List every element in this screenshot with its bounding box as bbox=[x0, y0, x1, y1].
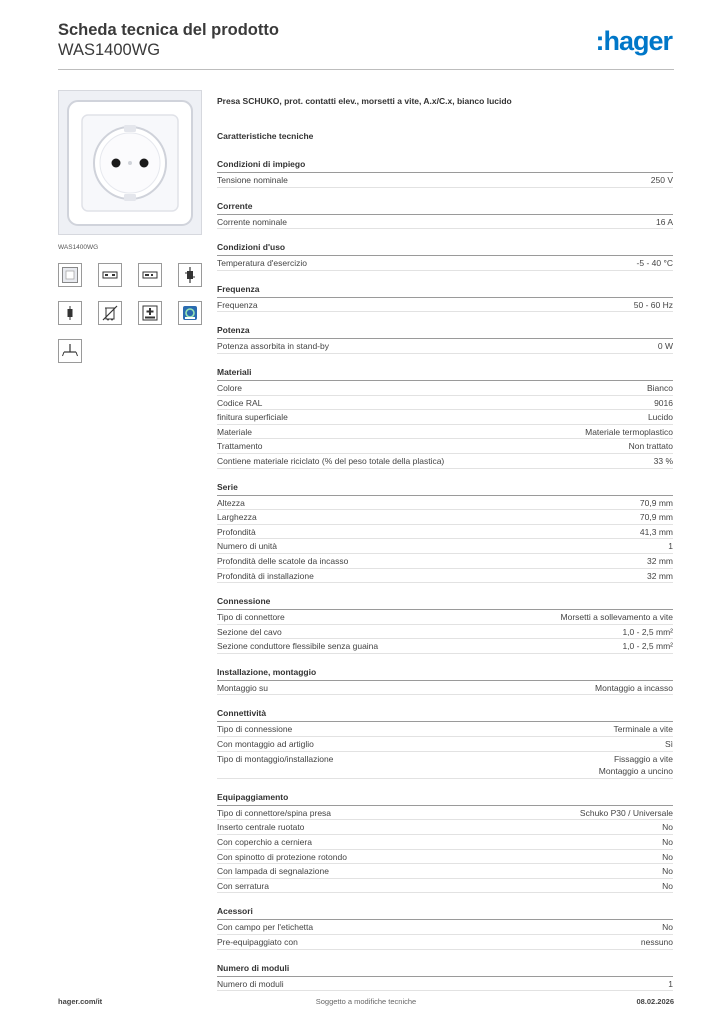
spec-row bbox=[217, 569, 673, 584]
spec-value: 9016 bbox=[654, 397, 673, 408]
footer-disclaimer: Soggetto a modifiche tecniche bbox=[315, 997, 417, 1006]
spec-row bbox=[217, 554, 673, 569]
spec-label: Con spinotto di protezione rotondo bbox=[217, 851, 347, 862]
spec-value-group bbox=[637, 257, 673, 270]
earth-ground-icon bbox=[58, 339, 82, 363]
spec-value: Sì bbox=[664, 739, 673, 750]
spec-row bbox=[217, 850, 673, 865]
spec-label: Tensione nominale bbox=[217, 175, 288, 185]
spec-section bbox=[217, 481, 673, 584]
spec-value-group bbox=[654, 455, 673, 468]
spec-value: 1 bbox=[668, 541, 673, 552]
spec-row bbox=[217, 410, 673, 425]
product-image bbox=[58, 90, 202, 235]
spec-section-title: Corrente bbox=[217, 200, 673, 215]
product-image-caption: WAS1400WG bbox=[58, 244, 99, 251]
spec-row bbox=[217, 496, 673, 511]
spec-value: No bbox=[662, 822, 673, 833]
spec-value: 41,3 mm bbox=[639, 526, 673, 537]
spec-value: No bbox=[662, 880, 673, 891]
spec-section bbox=[217, 241, 673, 271]
spec-label: Larghezza bbox=[217, 512, 257, 523]
spec-row bbox=[217, 215, 673, 230]
no-disposal-icon bbox=[98, 301, 122, 325]
spec-value: No bbox=[662, 837, 673, 848]
spec-value: Terminale a vite bbox=[613, 724, 673, 735]
spec-value-group bbox=[662, 921, 673, 934]
spec-value-group bbox=[634, 299, 673, 312]
spec-label: Contiene materiale riciclato (% del peso totale della plastica) bbox=[217, 455, 445, 466]
spec-label: Profondità delle scatole da incasso bbox=[217, 555, 349, 566]
spec-label: Temperatura d'esercizio bbox=[217, 258, 307, 269]
spec-value-group bbox=[647, 382, 673, 395]
spec-label: Potenza assorbita in stand-by bbox=[217, 341, 329, 352]
document-title: Scheda tecnica del prodotto bbox=[58, 21, 279, 39]
spec-value: Schuko P30 / Universale bbox=[579, 807, 673, 818]
spec-section bbox=[217, 324, 673, 354]
footer-website: hager.com/it bbox=[58, 997, 103, 1006]
spec-value-group bbox=[599, 753, 673, 778]
spec-value: No bbox=[662, 866, 673, 877]
spec-label: Altezza bbox=[217, 497, 245, 508]
spec-label: Tipo di connettore/spina presa bbox=[217, 807, 332, 818]
spec-value-group bbox=[662, 821, 673, 834]
spec-value: Non trattato bbox=[628, 441, 673, 452]
spec-label: Colore bbox=[217, 382, 243, 393]
spec-value-group bbox=[654, 397, 673, 410]
spec-row bbox=[217, 752, 673, 779]
spec-section-title: Potenza bbox=[217, 324, 673, 339]
spec-label: Profondità di installazione bbox=[217, 570, 314, 581]
spec-row bbox=[217, 610, 673, 625]
spec-value-secondary: Montaggio a uncino bbox=[598, 766, 673, 777]
spec-row bbox=[217, 977, 673, 992]
spec-value: No bbox=[662, 922, 673, 933]
spec-value-group bbox=[656, 216, 673, 229]
child-protection-icon bbox=[138, 301, 162, 325]
spec-label: Profondità bbox=[217, 526, 256, 537]
spec-value: Bianco bbox=[647, 382, 673, 393]
spec-label: Con montaggio ad artiglio bbox=[217, 739, 314, 750]
spec-section-title: Condizioni di impiego bbox=[217, 158, 673, 173]
spec-label: Corrente nominale bbox=[217, 216, 287, 227]
spec-row bbox=[217, 625, 673, 640]
spec-label: Inserto centrale ruotato bbox=[217, 822, 305, 833]
spec-row bbox=[217, 681, 673, 696]
spec-value: 0 W bbox=[657, 341, 673, 352]
spec-value-group bbox=[662, 880, 673, 893]
spec-section-title: Acessori bbox=[217, 905, 673, 920]
spec-value-group bbox=[640, 526, 673, 539]
spec-section-title: Installazione, montaggio bbox=[217, 666, 673, 681]
spec-value: -5 - 40 °C bbox=[636, 258, 673, 269]
spec-section-title: Numero di moduli bbox=[217, 962, 673, 977]
spec-value-group bbox=[658, 340, 673, 353]
spec-row bbox=[217, 539, 673, 554]
spec-section bbox=[217, 962, 673, 992]
spec-section bbox=[217, 707, 673, 778]
spec-value-group bbox=[622, 640, 673, 653]
spec-row bbox=[217, 339, 673, 354]
spec-value: 33 % bbox=[653, 455, 673, 466]
spec-row bbox=[217, 454, 673, 469]
spec-section bbox=[217, 595, 673, 654]
spec-value-group bbox=[613, 723, 673, 736]
spec-row bbox=[217, 935, 673, 950]
spec-value: Montaggio a incasso bbox=[595, 682, 673, 693]
spec-row bbox=[217, 920, 673, 935]
spec-value-group bbox=[585, 426, 673, 439]
spec-row bbox=[217, 806, 673, 821]
spec-value-group bbox=[629, 440, 673, 453]
spec-value: 50 - 60 Hz bbox=[633, 299, 673, 310]
footer-date: 08.02.2026 bbox=[636, 997, 674, 1006]
spec-section bbox=[217, 666, 673, 696]
spec-row bbox=[217, 525, 673, 540]
spec-label: Numero di unità bbox=[217, 541, 278, 552]
spec-row bbox=[217, 425, 673, 440]
spec-section bbox=[217, 791, 673, 894]
spec-value: 1 bbox=[668, 978, 673, 989]
spec-row bbox=[217, 820, 673, 835]
spec-value: 32 mm bbox=[647, 570, 673, 581]
spec-label: Codice RAL bbox=[217, 397, 263, 408]
technical-specs-column bbox=[217, 96, 673, 991]
page-header bbox=[58, 20, 674, 70]
spec-label: Con campo per l'etichetta bbox=[217, 922, 314, 933]
spec-label: finitura superficiale bbox=[217, 412, 288, 423]
spec-row bbox=[217, 396, 673, 411]
spec-value: 1,0 - 2,5 mm² bbox=[622, 626, 673, 637]
spec-value: 32 mm bbox=[647, 555, 673, 566]
spec-value-group bbox=[580, 807, 673, 820]
spec-section-title: Connessione bbox=[217, 595, 673, 610]
spec-row bbox=[217, 722, 673, 737]
spec-row bbox=[217, 510, 673, 525]
spec-row bbox=[217, 381, 673, 396]
spec-section-title: Equipaggiamento bbox=[217, 791, 673, 806]
hager-logo: :hager bbox=[595, 26, 672, 56]
spec-section-title: Condizioni d'uso bbox=[217, 241, 673, 256]
spec-section bbox=[217, 283, 673, 313]
plug-small-icon bbox=[58, 301, 82, 325]
spec-value: Morsetti a sollevamento a vite bbox=[560, 612, 673, 623]
spec-section-title: Connettività bbox=[217, 707, 673, 722]
spec-value: Materiale termoplastico bbox=[585, 426, 673, 437]
spec-value-group bbox=[561, 611, 673, 624]
spec-row bbox=[217, 439, 673, 454]
spec-value-group bbox=[647, 570, 673, 583]
spec-label: Frequenza bbox=[217, 299, 258, 310]
spec-label: Materiale bbox=[217, 426, 252, 437]
spec-value-group bbox=[647, 555, 673, 568]
spec-section bbox=[217, 200, 673, 230]
spec-value: 70,9 mm bbox=[639, 512, 673, 523]
spec-section-title: Frequenza bbox=[217, 283, 673, 298]
spec-row bbox=[217, 173, 673, 188]
spec-label: Tipo di connessione bbox=[217, 724, 293, 735]
certification-icons bbox=[58, 263, 202, 363]
spec-value-group bbox=[665, 738, 673, 751]
spec-label: Pre-equipaggiato con bbox=[217, 937, 298, 947]
product-code-title: WAS1400WG bbox=[58, 41, 161, 59]
spec-row bbox=[217, 256, 673, 271]
product-description: Presa SCHUKO, prot. contatti elev., morsetti a vite, A.x/C.x, bianco lucido bbox=[217, 96, 512, 106]
spec-value-group bbox=[648, 411, 673, 424]
spec-section bbox=[217, 366, 673, 469]
spec-label: Con serratura bbox=[217, 880, 269, 891]
spec-value-group bbox=[622, 626, 673, 639]
spec-value-group bbox=[668, 978, 673, 991]
socket-module-icon bbox=[98, 263, 122, 287]
spec-value: Lucido bbox=[647, 412, 673, 423]
socket-module-2-icon bbox=[138, 263, 162, 287]
spec-value-group bbox=[595, 682, 673, 695]
spec-section-title: Materiali bbox=[217, 366, 673, 381]
spec-row bbox=[217, 298, 673, 313]
spec-row bbox=[217, 737, 673, 752]
spec-label: Con lampada di segnalazione bbox=[217, 866, 329, 877]
spec-row bbox=[217, 639, 673, 654]
spec-value-group bbox=[640, 511, 673, 524]
spec-value-group bbox=[668, 540, 673, 553]
spec-row bbox=[217, 864, 673, 879]
spec-value-group bbox=[640, 497, 673, 510]
spec-label: Montaggio su bbox=[217, 682, 269, 693]
spec-value: Fissaggio a vite bbox=[613, 753, 673, 764]
spec-value: 70,9 mm bbox=[639, 497, 673, 508]
spec-value: No bbox=[662, 851, 673, 862]
spec-label: Con coperchio a cerniera bbox=[217, 837, 312, 848]
spec-row bbox=[217, 835, 673, 850]
spec-value-group bbox=[662, 851, 673, 864]
spec-label: Sezione conduttore flessibile senza guaina bbox=[217, 641, 379, 652]
spec-value: 250 V bbox=[650, 175, 673, 185]
spec-row bbox=[217, 879, 673, 894]
frame-icon bbox=[58, 263, 82, 287]
spec-label: Numero di moduli bbox=[217, 978, 284, 989]
spec-section-title: Serie bbox=[217, 481, 673, 496]
spec-label: Tipo di connettore bbox=[217, 612, 285, 623]
plug-icon bbox=[178, 263, 202, 287]
spec-value: 16 A bbox=[655, 216, 673, 227]
spec-value-group bbox=[651, 174, 673, 187]
schuko-socket-illustration bbox=[66, 99, 194, 227]
spec-section bbox=[217, 158, 673, 188]
spec-label: Tipo di montaggio/installazione bbox=[217, 753, 334, 764]
spec-label: Sezione del cavo bbox=[217, 626, 282, 637]
recycle-label-icon bbox=[178, 301, 202, 325]
spec-value: nessuno bbox=[640, 937, 673, 947]
spec-section bbox=[217, 905, 673, 949]
specs-heading: Caratteristiche tecniche bbox=[217, 131, 314, 141]
spec-value-group bbox=[662, 836, 673, 849]
spec-value-group bbox=[662, 865, 673, 878]
spec-label: Trattamento bbox=[217, 441, 263, 452]
product-media-column bbox=[58, 90, 202, 363]
spec-value-group bbox=[641, 936, 673, 949]
spec-value: 1,0 - 2,5 mm² bbox=[622, 641, 673, 652]
spec-sections bbox=[217, 158, 673, 991]
